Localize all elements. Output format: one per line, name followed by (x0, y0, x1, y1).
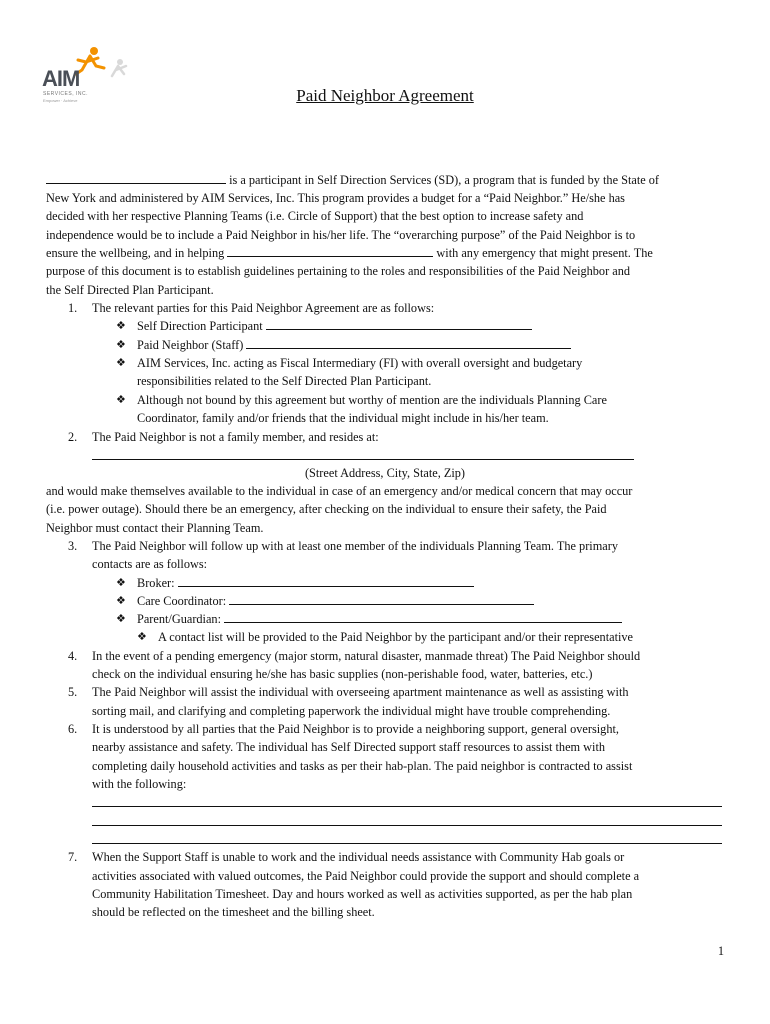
item-6-text-a: It is understood by all parties that the Paid Neighbor is to provide a neighboring support, general oversight, (92, 722, 619, 736)
item-number-3: 3. (68, 539, 78, 553)
duties-field-line[interactable] (92, 806, 722, 807)
logo-tagline: Empower · Achieve (43, 98, 78, 103)
logo-brand: AIM (42, 66, 80, 91)
diamond-bullet-icon: ❖ (116, 576, 126, 589)
intro-line-4: independence would be to include a Paid Neighbor in his/her life. The “overarching purpose” of the Paid Neighbor is to (46, 228, 636, 242)
intro-line-5: ensure the wellbeing, and in helping with any emergency that might present. The (46, 246, 653, 260)
paid-neighbor-field[interactable] (246, 336, 571, 349)
intro-line-6: purpose of this document is to establish guidelines pertaining to the roles and responsibilities of the Paid Neighbor and (46, 264, 630, 278)
item-number-4: 4. (68, 649, 78, 663)
item-number-7: 7. (68, 850, 78, 864)
diamond-bullet-icon: ❖ (116, 319, 126, 332)
intro-line-2: New York and administered by AIM Services, Inc. This program provides a budget for a “Paid Neighbor.” He/she has (46, 191, 625, 205)
contact-care-coordinator: Care Coordinator: (137, 592, 534, 610)
item-7-text-c: Community Habilitation Timesheet. Day and hours worked as well as activities supported, as per the hab plan (92, 887, 633, 901)
parent-guardian-field[interactable] (224, 610, 622, 623)
item-7-text-b: activities associated with valued outcomes, the Paid Neighbor could provide the support and should complete a (92, 869, 640, 883)
contact-parent-guardian: Parent/Guardian: (137, 610, 622, 628)
item-number-1: 1. (68, 301, 78, 315)
broker-field[interactable] (178, 574, 474, 587)
party-other-b: Coordinator, family and/or friends that the individual might include in his/her team. (137, 411, 549, 425)
item-2-para-a: and would make themselves available to the individual in case of an emergency and/or medical concern that may occur (46, 484, 633, 498)
item-3-text-a: The Paid Neighbor will follow up with at least one member of the individuals Planning Team. The primary (92, 539, 618, 553)
address-caption: (Street Address, City, State, Zip) (304, 466, 466, 480)
logo-subtitle: SERVICES, INC. (43, 91, 88, 97)
duties-field-line[interactable] (92, 825, 722, 826)
intro-line-3: decided with her respective Planning Teams (i.e. Circle of Support) that the best option to increase safety and (46, 209, 584, 223)
item-4-text-b: check on the individual ensuring he/she has basic supplies (non-perishable food, water, batteries, etc.) (92, 667, 593, 681)
item-2-text: The Paid Neighbor is not a family member, and resides at: (92, 430, 379, 444)
diamond-bullet-icon: ❖ (116, 594, 126, 607)
party-self-direction: Self Direction Participant (137, 317, 532, 335)
item-2-para-c: Neighbor must contact their Planning Team. (46, 521, 264, 535)
party-other-a: Although not bound by this agreement but worthy of mention are the individuals Planning Care (137, 393, 607, 407)
item-7-text-a: When the Support Staff is unable to work and the individual needs assistance with Community Hab goals or (92, 850, 625, 864)
diamond-bullet-icon: ❖ (116, 612, 126, 625)
diamond-bullet-icon: ❖ (137, 630, 147, 643)
intro-line-7: the Self Directed Plan Participant. (46, 283, 214, 297)
page-number: 1 (717, 944, 724, 958)
document-title: Paid Neighbor Agreement (296, 86, 474, 105)
diamond-bullet-icon: ❖ (116, 356, 126, 369)
item-5-text-a: The Paid Neighbor will assist the individual with overseeing apartment maintenance as well as assisting with (92, 685, 629, 699)
item-6-text-d: with the following: (92, 777, 187, 791)
helping-name-field[interactable] (227, 244, 433, 257)
running-figure-icon (72, 44, 162, 88)
care-coordinator-field[interactable] (229, 592, 534, 605)
party-aim-b: responsibilities related to the Self Directed Plan Participant. (137, 374, 432, 388)
diamond-bullet-icon: ❖ (116, 393, 126, 406)
item-number-5: 5. (68, 685, 78, 699)
item-5-text-b: sorting mail, and clarifying and completing paperwork the individual might have trouble comprehending. (92, 704, 611, 718)
item-1-text: The relevant parties for this Paid Neighbor Agreement are as follows: (92, 301, 435, 315)
address-field[interactable] (92, 459, 634, 460)
item-6-text-c: completing daily household activities and tasks as per their hab-plan. The paid neighbor is contracted to assist (92, 759, 633, 773)
item-number-2: 2. (68, 430, 78, 444)
item-7-text-d: should be reflected on the timesheet and the billing sheet. (92, 905, 375, 919)
participant-field[interactable] (266, 317, 532, 330)
participant-name-field[interactable] (46, 171, 226, 184)
item-4-text-a: In the event of a pending emergency (major storm, natural disaster, manmade threat) The Paid Neighbor should (92, 649, 641, 663)
item-6-text-b: nearby assistance and safety. The individual has Self Directed support staff resources to assist them with (92, 740, 606, 754)
contact-list-note: A contact list will be provided to the Paid Neighbor by the participant and/or their representative (158, 630, 634, 644)
diamond-bullet-icon: ❖ (116, 338, 126, 351)
party-aim-a: AIM Services, Inc. acting as Fiscal Intermediary (FI) with overall oversight and budgetary (137, 356, 583, 370)
duties-field-line[interactable] (92, 843, 722, 844)
item-2-para-b: (i.e. power outage). Should there be an emergency, after checking on the individual to ensure their safety, the Paid (46, 502, 607, 516)
intro-line-1: is a participant in Self Direction Services (SD), a program that is funded by the State of (46, 171, 659, 189)
item-number-6: 6. (68, 722, 78, 736)
contact-broker: Broker: (137, 574, 474, 592)
party-paid-neighbor: Paid Neighbor (Staff) (137, 336, 571, 354)
item-3-text-b: contacts are as follows: (92, 557, 208, 571)
